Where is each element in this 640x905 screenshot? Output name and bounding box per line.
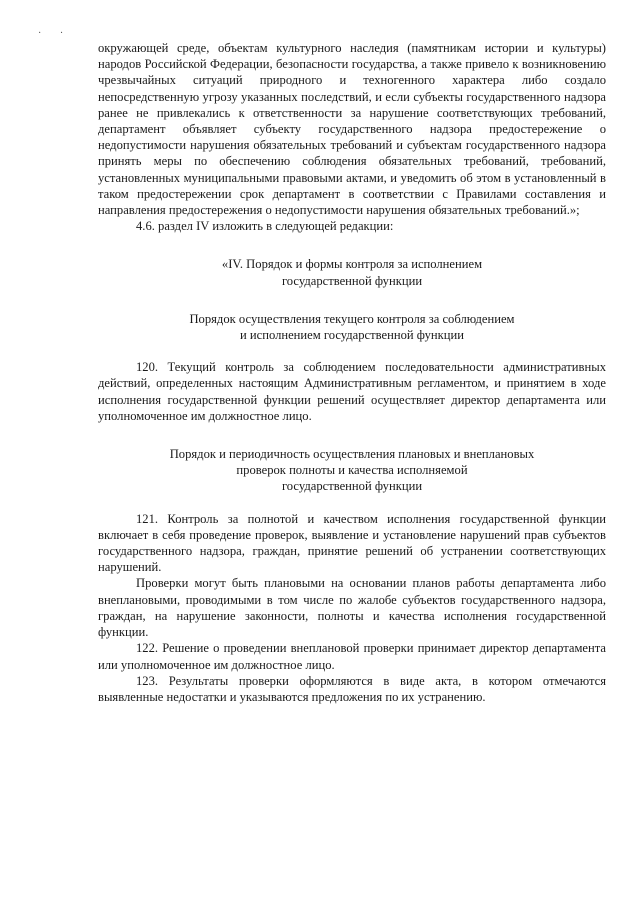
- section-heading: «IV. Порядок и формы контроля за исполнением государственной функции: [221, 257, 483, 288]
- spacer: [98, 343, 606, 359]
- section-heading: Порядок и периодичность осуществления плановых и внеплановых проверок полноты и качества исполняемой государственной функции: [169, 447, 535, 494]
- paragraph: 123. Результаты проверки оформляются в виде акта, в котором отмечаются выявленные недостатки и указываются предложения по их устранению.: [98, 673, 606, 704]
- spacer: [98, 495, 606, 511]
- paragraph: 120. Текущий контроль за соблюдением последовательности административных действий, определенных настоящим Административным регламентом, и принятием в ходе исполнения государственной функции решений осуществляет директор департамента или уполномоченное им должностное лицо.: [98, 360, 606, 423]
- paragraph: 122. Решение о проведении внеплановой проверки принимает директор департамента или уполномоченное им должностное лицо.: [98, 641, 606, 672]
- paragraph: 121. Контроль за полнотой и качеством исполнения государственной функции включает в себя проведение проверок, выявление и установление нарушений прав субъектов государственного надзора, граждан, принятие решений об устранении соответствующих нарушений.: [98, 511, 606, 575]
- corner-mark: · ·: [38, 28, 72, 39]
- section-heading: Порядок осуществления текущего контроля за соблюдением и исполнением государственной функции: [189, 311, 515, 343]
- paragraph: 4.6. раздел IV изложить в следующей редакции:: [136, 219, 394, 234]
- spacer: [98, 234, 606, 256]
- paragraph: окружающей среде, объектам культурного наследия (памятникам истории и культуры) народов Российской Федерации, безопасности государства, а также привело к возникновению чрезвычайных ситуаций природного и техногенного характера либо создало непосредственную угрозу указанных последствий, и если субъекты государственного надзора ранее не привлекались к ответственности за нарушение соответствующих требований, департамент объявляет субъекту государственного надзора предостережение о недопустимости нарушения обязательных требований и субъектам государственного надзора принять меры по обеспечению соблюдения обязательных требований, требований, установленных муниципальными правовыми актами, и уведомить об этом в установленный в таком предостережении срок департамент в соответствии с Правилами составления и направления предостережения о недопустимости нарушения обязательных требований.»;: [98, 41, 606, 218]
- spacer: [98, 289, 606, 311]
- spacer: [98, 424, 606, 446]
- paragraph: Проверки могут быть плановыми на основании планов работы департамента либо внеплановыми, проводимыми в том числе по жалобе субъектов государственного надзора, граждан, на нарушение законности, полноты и качества исполнения государственной функции.: [98, 576, 606, 640]
- document-page: [98, 40, 606, 705]
